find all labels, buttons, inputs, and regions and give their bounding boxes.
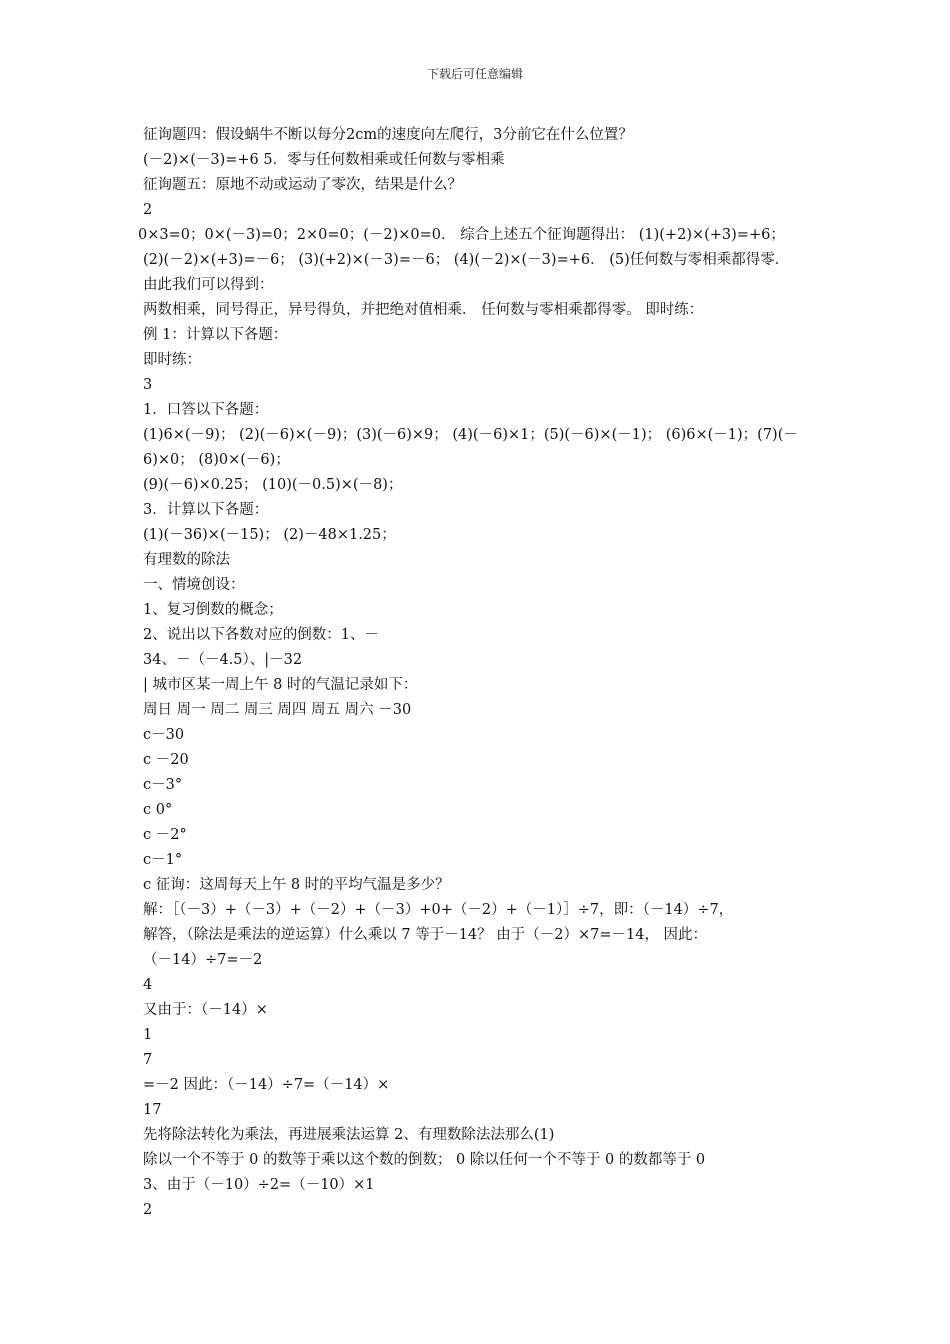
text-line: =－2 因此：（－14）÷7=（－14）× xyxy=(143,1077,390,1093)
text-line: 由此我们可以得到： xyxy=(143,277,274,293)
text-line: 2 xyxy=(143,202,153,218)
text-line: 除以一个不等于 0 的数等于乘以这个数的倒数； 0 除以任何一个不等于 0 的数都等于 0 xyxy=(143,1152,706,1168)
text-line: c－3° xyxy=(143,777,183,793)
text-line: c 征询：这周每天上午 8 时的平均气温是多少？ xyxy=(143,877,450,893)
page-header: 下载后可任意编辑 xyxy=(426,67,523,81)
text-line: 34、－（－4.5）、|－32 xyxy=(143,652,303,668)
document-body xyxy=(138,123,823,1223)
text-line: 1．口答以下各题： xyxy=(143,402,269,418)
text-line: (2)(－2)×(+3)=－6； (3)(+2)×(－3)=－6； (4)(－2)×(－3)=+6． (5)任何数与零相乘都得零． xyxy=(143,252,790,268)
text-line: c－1° xyxy=(143,852,183,868)
text-line: 3 xyxy=(143,377,153,393)
text-line: (9)(－6)×0.25； (10)(－0.5)×(－8)； xyxy=(143,477,403,493)
text-line: c －20 xyxy=(143,752,189,768)
text-line: （－14）÷7=－2 xyxy=(143,952,263,968)
text-line: 6)×0； (8)0×(－6)； xyxy=(143,452,290,468)
text-line: c 0° xyxy=(143,802,173,818)
text-line: 3．计算以下各题： xyxy=(143,502,269,518)
text-line: 7 xyxy=(143,1052,153,1068)
text-line: 0×3=0；0×(－3)=0；2×0=0；(－2)×0=0． 综合上述五个征询题得出： (1)(+2)×(+3)=+6； xyxy=(138,227,785,243)
text-line: 周日 周一 周二 周三 周四 周五 周六 －30 xyxy=(143,702,412,718)
text-line: (－2)×(－3)=+6 5．零与任何数相乘或任何数与零相乘 xyxy=(143,152,505,168)
text-line: 先将除法转化为乘法，再进展乘法运算 2、有理数除法法那么(1) xyxy=(143,1127,555,1143)
text-line: 17 xyxy=(143,1102,162,1118)
text-line: (1)(－36)×(－15)； (2)－48×1.25； xyxy=(143,527,396,543)
text-line: 1、复习倒数的概念； xyxy=(143,602,283,618)
text-line: 2、说出以下各数对应的倒数：1、－ xyxy=(143,627,379,643)
text-line: 解：［（－3）+（－3）+（－2）+（－3）+0+（－2）+（－1）］÷7，即：（－14）÷7， xyxy=(143,902,734,918)
text-line: 即时练： xyxy=(143,352,201,368)
text-line: c－30 xyxy=(143,727,185,743)
text-line: 征询题四：假设蜗牛不断以每分2cm的速度向左爬行，3分前它在什么位置？ xyxy=(143,127,633,143)
text-line: 1 xyxy=(143,1027,153,1043)
text-line: 又由于：（－14）× xyxy=(143,1002,268,1018)
text-line: | 城市区某一周上午 8 时的气温记录如下： xyxy=(143,677,418,693)
text-line: 4 xyxy=(143,977,153,993)
text-line: 3、由于（－10）÷2=（－10）×1 xyxy=(143,1177,375,1193)
text-line: 有理数的除法 xyxy=(143,552,230,568)
text-line: 例 1：计算以下各题： xyxy=(143,327,288,343)
text-line: (1)6×(－9)； (2)(－6)×(－9)；(3)(－6)×9； (4)(－6)×1；(5)(－6)×(－1)； (6)6×(－1)；(7)(－ xyxy=(143,427,798,443)
text-line: 2 xyxy=(143,1202,153,1218)
text-line: 解答，（除法是乘法的逆运算）什么乘以 7 等于－14？ 由于（－2）×7=－14， 因此： xyxy=(143,927,708,943)
text-line: 征询题五：原地不动或运动了零次，结果是什么？ xyxy=(143,177,462,193)
text-line: c －2° xyxy=(143,827,187,843)
text-line: 一、情境创设： xyxy=(143,577,245,593)
text-line: 两数相乘，同号得正，异号得负，并把绝对值相乘． 任何数与零相乘都得零。 即时练： xyxy=(143,302,704,318)
